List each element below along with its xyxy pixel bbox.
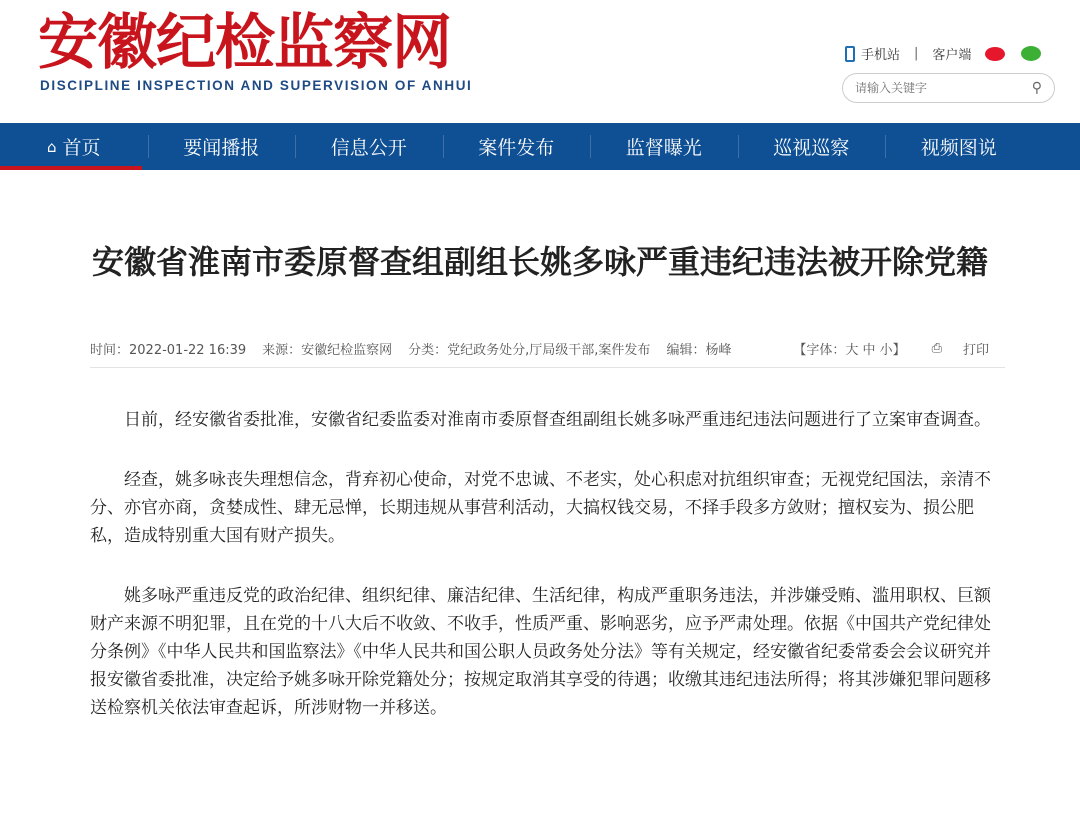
wechat-icon[interactable] [1021,46,1041,61]
nav-label: 首页 [62,137,101,159]
category: 分类：党纪政务处分,厅局级干部,案件发布 [408,343,651,358]
print-button[interactable] [932,339,1005,358]
print-label: 打印 [962,343,989,358]
nav-video[interactable]: 视频图说 [885,123,1033,170]
top-links [845,44,1041,63]
nav-news[interactable]: 要闻播报 [148,123,296,170]
site-logo[interactable]: 安徽纪检监察网 [38,8,451,78]
paragraph: 日前，经安徽省委批准，安徽省纪委监委对淮南市委原督查组副组长姚多咏严重违纪违法问题进行了立案审查调查。 [124,410,991,430]
article-body [90,406,1005,722]
printer-icon: ⎙ [931,341,942,356]
nav-supervision[interactable]: 监督曝光 [590,123,738,170]
font-size-control[interactable]: 【字体：大 中 小】 [793,343,906,358]
site-logo-english: DISCIPLINE INSPECTION AND SUPERVISION OF ANHUI [40,78,473,93]
paragraph: 姚多咏严重违反党的政治纪律、组织纪律、廉洁纪律、生活纪律，构成严重职务违法，并涉嫌受贿、滥用职权、巨额财产来源不明犯罪，且在党的十八大后不收敛、不收手，性质严重、影响恶劣，应予严肃处理。依据《中国共产党纪律处分条例》《中华人民共和国监察法》《中华人民共和国公职人员政务处分法》等有关规定，经安徽省纪委常委会会议研究并报安徽省委批准，决定给予姚多咏开除党籍处分；按规定取消其享受的待遇；收缴其违纪违法所得；将其涉嫌犯罪问题移送检察机关依法审查起诉，所涉财物一并移送。 [90,586,991,718]
article-title: 安徽省淮南市委原督查组副组长姚多咏严重违纪违法被开除党籍 [91,243,988,281]
nav-home[interactable] [0,123,148,170]
editor: 编辑：杨峰 [666,343,732,358]
weibo-icon[interactable] [985,47,1005,61]
nav-info[interactable]: 信息公开 [295,123,443,170]
search-box [842,73,1055,103]
article-meta [90,330,1005,368]
search-input[interactable] [855,81,1015,95]
mobile-site-link[interactable]: 手机站 [861,48,901,63]
nav-cases[interactable]: 案件发布 [443,123,591,170]
publish-time: 时间：2022-01-22 16:39 [90,343,247,358]
mobile-icon [845,46,855,62]
source: 来源：安徽纪检监察网 [262,343,393,358]
client-link[interactable]: 客户端 [932,48,972,63]
divider: | [914,46,919,61]
nav-inspection[interactable]: 巡视巡察 [738,123,886,170]
search-icon[interactable]: ⚲ [1031,80,1042,96]
site-header [0,0,1080,123]
main-nav [0,123,1080,170]
paragraph: 经查，姚多咏丧失理想信念，背弃初心使命，对党不忠诚、不老实，处心积虑对抗组织审查；无视党纪国法，亲清不分、亦官亦商，贪婪成性、肆无忌惮，长期违规从事营利活动，大搞权钱交易，不择手段多方敛财；擅权妄为、损公肥私，造成特别重大国有财产损失。 [90,470,991,546]
home-icon: ⌂ [46,137,57,156]
